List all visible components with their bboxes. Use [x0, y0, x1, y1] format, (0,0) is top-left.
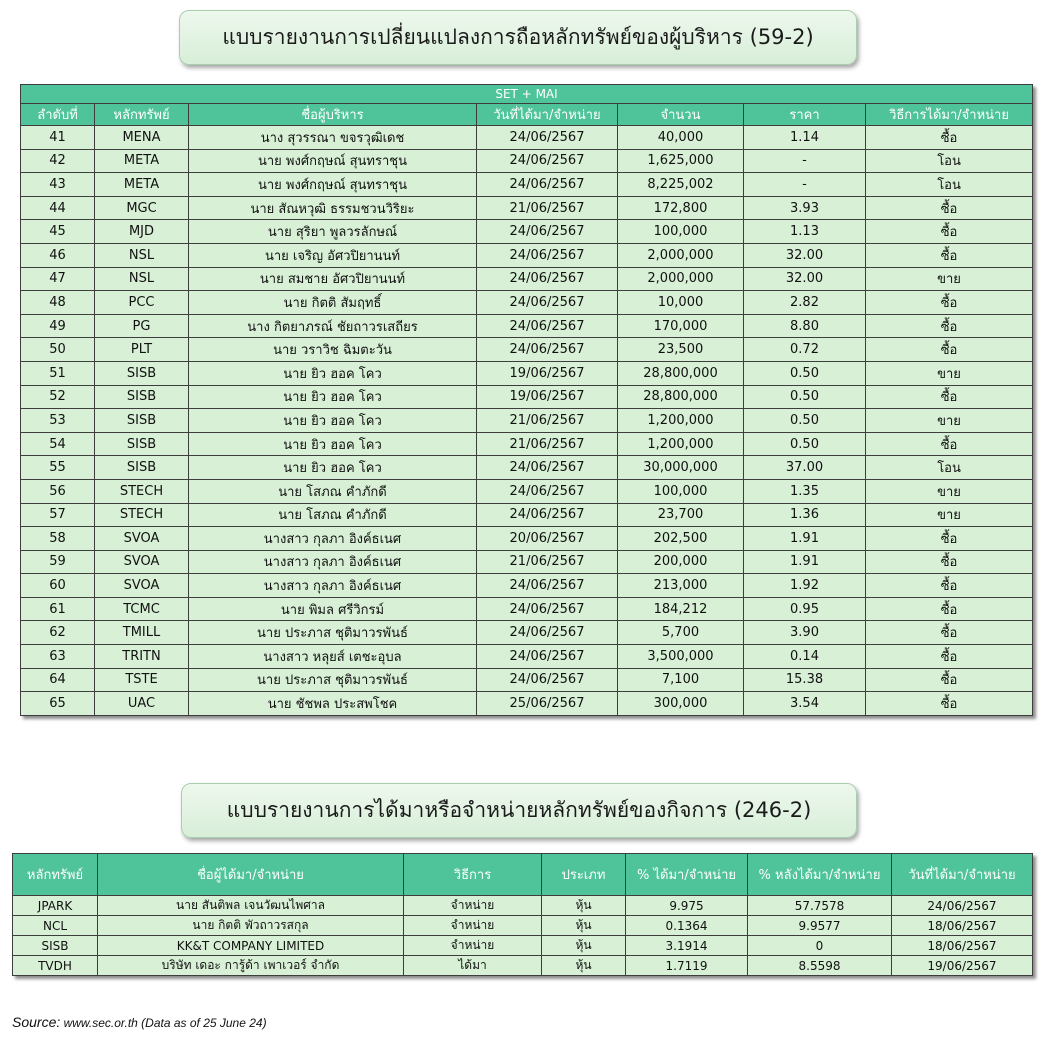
- table-cell: 0.50: [744, 432, 866, 456]
- table-cell: 1.91: [744, 550, 866, 574]
- table-cell: จำหน่าย: [404, 896, 542, 916]
- table-cell: นาย กิตติ สัมฤทธิ์: [189, 291, 477, 315]
- table-cell: 24/06/2567: [477, 126, 618, 150]
- table-cell: 20/06/2567: [477, 527, 618, 551]
- table-row: [13, 936, 1033, 956]
- table-cell: 300,000: [618, 692, 744, 716]
- table-row: [21, 621, 1033, 645]
- table-cell: นางสาว กุลภา อิงค์ธเนศ: [189, 527, 477, 551]
- table-row: [21, 173, 1033, 197]
- table-cell: 100,000: [618, 479, 744, 503]
- table-cell: 1,625,000: [618, 149, 744, 173]
- table-cell: ซื้อ: [866, 243, 1033, 267]
- column-header: % หลังได้มา/จำหน่าย: [748, 854, 892, 896]
- table-cell: PG: [95, 314, 189, 338]
- table-row: [21, 314, 1033, 338]
- column-header: วันที่ได้มา/จำหน่าย: [892, 854, 1033, 896]
- table-cell: 10,000: [618, 291, 744, 315]
- table-cell: หุ้น: [542, 956, 626, 976]
- table-cell: 1.13: [744, 220, 866, 244]
- table-cell: 32.00: [744, 267, 866, 291]
- table-row: [21, 692, 1033, 716]
- table-cell: 184,212: [618, 597, 744, 621]
- table-cell: SISB: [95, 456, 189, 480]
- table-cell: 24/06/2567: [477, 338, 618, 362]
- column-header-row: [13, 854, 1033, 896]
- source-note: [12, 1014, 267, 1030]
- table-cell: 24/06/2567: [477, 149, 618, 173]
- table-cell: 0.14: [744, 645, 866, 669]
- table-cell: ซื้อ: [866, 126, 1033, 150]
- table-cell: SISB: [95, 385, 189, 409]
- table-cell: 62: [21, 621, 95, 645]
- table-cell: นาย ประภาส ชุติมาวรพันธ์: [189, 668, 477, 692]
- table-cell: 24/06/2567: [477, 479, 618, 503]
- table-cell: 55: [21, 456, 95, 480]
- table-cell: TSTE: [95, 668, 189, 692]
- table-cell: SVOA: [95, 574, 189, 598]
- table-cell: 44: [21, 196, 95, 220]
- table-cell: ซื้อ: [866, 338, 1033, 362]
- table-cell: 24/06/2567: [477, 243, 618, 267]
- table-row: [13, 896, 1033, 916]
- table-cell: 24/06/2567: [477, 314, 618, 338]
- table-cell: SVOA: [95, 550, 189, 574]
- table-cell: ซื้อ: [866, 645, 1033, 669]
- table-cell: 46: [21, 243, 95, 267]
- table-cell: 24/06/2567: [477, 456, 618, 480]
- table-cell: 8,225,002: [618, 173, 744, 197]
- table-cell: บริษัท เดอะ การู้ด้า เพาเวอร์ จำกัด: [98, 956, 404, 976]
- report2-title-banner: [181, 783, 857, 838]
- column-header: % ได้มา/จำหน่าย: [626, 854, 748, 896]
- table-cell: 0.95: [744, 597, 866, 621]
- table-cell: 3.1914: [626, 936, 748, 956]
- table-cell: 24/06/2567: [477, 621, 618, 645]
- table-cell: SISB: [95, 432, 189, 456]
- table-row: [21, 291, 1033, 315]
- table-cell: นาย ยิว ฮอค โคว: [189, 432, 477, 456]
- table-cell: 56: [21, 479, 95, 503]
- table-row: [21, 361, 1033, 385]
- column-header-row: [21, 104, 1033, 126]
- table-cell: 45: [21, 220, 95, 244]
- table-row: [13, 956, 1033, 976]
- table-cell: TVDH: [13, 956, 98, 976]
- table-cell: นางสาว กุลภา อิงค์ธเนศ: [189, 550, 477, 574]
- table-cell: 23,700: [618, 503, 744, 527]
- table-cell: นาย ชัชพล ประสพโชค: [189, 692, 477, 716]
- table-cell: 37.00: [744, 456, 866, 480]
- table-cell: 21/06/2567: [477, 550, 618, 574]
- executive-holdings-table: [20, 84, 1033, 716]
- table-cell: NCL: [13, 916, 98, 936]
- table-cell: 100,000: [618, 220, 744, 244]
- table-cell: 21/06/2567: [477, 432, 618, 456]
- table-cell: 40,000: [618, 126, 744, 150]
- table-cell: 2,000,000: [618, 267, 744, 291]
- table-cell: 1,200,000: [618, 432, 744, 456]
- column-header: วิธีการได้มา/จำหน่าย: [866, 104, 1033, 126]
- table-row: [13, 916, 1033, 936]
- table-cell: 23,500: [618, 338, 744, 362]
- table-cell: 63: [21, 645, 95, 669]
- table-cell: ซื้อ: [866, 432, 1033, 456]
- table-cell: 19/06/2567: [892, 956, 1033, 976]
- table-cell: 1.36: [744, 503, 866, 527]
- table-row: [21, 668, 1033, 692]
- table-cell: นาง กิตยาภรณ์ ชัยถาวรเสถียร: [189, 314, 477, 338]
- table-cell: 54: [21, 432, 95, 456]
- company-acquisition-table: [12, 853, 1033, 976]
- table-cell: จำหน่าย: [404, 936, 542, 956]
- table-cell: 3,500,000: [618, 645, 744, 669]
- table-cell: โอน: [866, 173, 1033, 197]
- table-cell: 43: [21, 173, 95, 197]
- table-cell: SISB: [13, 936, 98, 956]
- table-cell: 57: [21, 503, 95, 527]
- table-cell: 64: [21, 668, 95, 692]
- table-cell: 7,100: [618, 668, 744, 692]
- table-row: [21, 479, 1033, 503]
- table-cell: นางสาว หลุยส์ เตชะอุบล: [189, 645, 477, 669]
- source-text: www.sec.or.th (Data as of 25 June 24): [60, 1016, 267, 1030]
- table-cell: STECH: [95, 479, 189, 503]
- table-cell: ซื้อ: [866, 550, 1033, 574]
- table-cell: ซื้อ: [866, 621, 1033, 645]
- table-row: [21, 550, 1033, 574]
- table-cell: 61: [21, 597, 95, 621]
- table-cell: นาย สันติพล เจนวัฒนไพศาล: [98, 896, 404, 916]
- table-cell: 0.50: [744, 409, 866, 433]
- table-cell: 0.72: [744, 338, 866, 362]
- table-cell: ซื้อ: [866, 385, 1033, 409]
- table-cell: 58: [21, 527, 95, 551]
- table-cell: 19/06/2567: [477, 361, 618, 385]
- table-cell: 53: [21, 409, 95, 433]
- table-cell: ขาย: [866, 361, 1033, 385]
- table-cell: 65: [21, 692, 95, 716]
- table-cell: 42: [21, 149, 95, 173]
- table-cell: 9.975: [626, 896, 748, 916]
- table-row: [21, 503, 1033, 527]
- table-cell: นาย ยิว ฮอค โคว: [189, 385, 477, 409]
- table-cell: 2.82: [744, 291, 866, 315]
- table-cell: 9.9577: [748, 916, 892, 936]
- table-cell: KK&T COMPANY LIMITED: [98, 936, 404, 956]
- table-cell: 60: [21, 574, 95, 598]
- table-row: [21, 196, 1033, 220]
- table-cell: นาย พิมล ศรีวิกรม์: [189, 597, 477, 621]
- table-cell: 18/06/2567: [892, 916, 1033, 936]
- table-cell: 30,000,000: [618, 456, 744, 480]
- table-cell: 19/06/2567: [477, 385, 618, 409]
- table-cell: หุ้น: [542, 936, 626, 956]
- table-cell: ซื้อ: [866, 196, 1033, 220]
- table-cell: SVOA: [95, 527, 189, 551]
- table-cell: -: [744, 149, 866, 173]
- table-cell: หุ้น: [542, 916, 626, 936]
- table-cell: TCMC: [95, 597, 189, 621]
- report1-title: แบบรายงานการเปลี่ยนแปลงการถือหลักทรัพย์ของผู้บริหาร (59-2): [222, 25, 814, 49]
- table-cell: 1.92: [744, 574, 866, 598]
- table-cell: UAC: [95, 692, 189, 716]
- table-cell: META: [95, 149, 189, 173]
- table-cell: NSL: [95, 243, 189, 267]
- table-cell: 170,000: [618, 314, 744, 338]
- table-cell: 202,500: [618, 527, 744, 551]
- table-cell: ซื้อ: [866, 692, 1033, 716]
- table-row: [21, 645, 1033, 669]
- table-cell: 3.90: [744, 621, 866, 645]
- group-header-row: [21, 85, 1033, 104]
- table-cell: 24/06/2567: [477, 173, 618, 197]
- column-header: วันที่ได้มา/จำหน่าย: [477, 104, 618, 126]
- table-cell: 24/06/2567: [477, 668, 618, 692]
- table-cell: ซื้อ: [866, 574, 1033, 598]
- table-cell: 24/06/2567: [477, 267, 618, 291]
- table-cell: โอน: [866, 149, 1033, 173]
- table-cell: 59: [21, 550, 95, 574]
- group-header: SET + MAI: [21, 85, 1033, 104]
- table-cell: โอน: [866, 456, 1033, 480]
- table-cell: นาย ประภาส ชุติมาวรพันธ์: [189, 621, 477, 645]
- column-header: จำนวน: [618, 104, 744, 126]
- table-cell: 41: [21, 126, 95, 150]
- table-cell: 1.91: [744, 527, 866, 551]
- table-cell: นาย โสภณ คำภักดี: [189, 479, 477, 503]
- table-cell: นาย โสภณ คำภักดี: [189, 503, 477, 527]
- table-cell: นาง สุวรรณา ขจรวุฒิเดช: [189, 126, 477, 150]
- table-cell: นาย ยิว ฮอค โคว: [189, 409, 477, 433]
- source-label: Source:: [12, 1014, 61, 1030]
- table-cell: 49: [21, 314, 95, 338]
- table-cell: 3.54: [744, 692, 866, 716]
- table-cell: 24/06/2567: [892, 896, 1033, 916]
- table-cell: ซื้อ: [866, 597, 1033, 621]
- column-header: ลำดับที่: [21, 104, 95, 126]
- table-cell: นาย เจริญ อัศวปิยานนท์: [189, 243, 477, 267]
- table-row: [21, 385, 1033, 409]
- table-cell: ซื้อ: [866, 291, 1033, 315]
- table-cell: นาย สุริยา พูลวรลักษณ์: [189, 220, 477, 244]
- table-cell: SISB: [95, 409, 189, 433]
- table-cell: 24/06/2567: [477, 291, 618, 315]
- table-cell: 0: [748, 936, 892, 956]
- table-cell: นางสาว กุลภา อิงค์ธเนศ: [189, 574, 477, 598]
- table-row: [21, 456, 1033, 480]
- table-cell: 18/06/2567: [892, 936, 1033, 956]
- column-header: วิธีการ: [404, 854, 542, 896]
- table-cell: 172,800: [618, 196, 744, 220]
- table-cell: TRITN: [95, 645, 189, 669]
- table-cell: 24/06/2567: [477, 574, 618, 598]
- column-header: ชื่อผู้บริหาร: [189, 104, 477, 126]
- table-cell: MENA: [95, 126, 189, 150]
- table-cell: PCC: [95, 291, 189, 315]
- table-cell: 50: [21, 338, 95, 362]
- table-row: [21, 220, 1033, 244]
- table-cell: 24/06/2567: [477, 503, 618, 527]
- table-cell: นาย พงศ์กฤษณ์ สุนทราชุน: [189, 149, 477, 173]
- table-cell: ได้มา: [404, 956, 542, 976]
- table-row: [21, 338, 1033, 362]
- table-cell: 1,200,000: [618, 409, 744, 433]
- table-cell: -: [744, 173, 866, 197]
- table-cell: นาย วราวิช ฉิมตะวัน: [189, 338, 477, 362]
- table-cell: ขาย: [866, 503, 1033, 527]
- table-cell: ซื้อ: [866, 220, 1033, 244]
- table-row: [21, 267, 1033, 291]
- table-cell: 0.50: [744, 361, 866, 385]
- table-cell: SISB: [95, 361, 189, 385]
- table-cell: 28,800,000: [618, 361, 744, 385]
- table-cell: 3.93: [744, 196, 866, 220]
- table-cell: นาย ยิว ฮอค โคว: [189, 456, 477, 480]
- table-cell: นาย ยิว ฮอค โคว: [189, 361, 477, 385]
- table-cell: 21/06/2567: [477, 196, 618, 220]
- table-cell: 1.14: [744, 126, 866, 150]
- table-cell: 24/06/2567: [477, 645, 618, 669]
- column-header: หลักทรัพย์: [13, 854, 98, 896]
- table-cell: นาย กิตติ พัวถาวรสกุล: [98, 916, 404, 936]
- table-cell: STECH: [95, 503, 189, 527]
- table-cell: 24/06/2567: [477, 220, 618, 244]
- table-cell: META: [95, 173, 189, 197]
- table-cell: 47: [21, 267, 95, 291]
- table-cell: 57.7578: [748, 896, 892, 916]
- report1-title-banner: [179, 10, 857, 65]
- table-row: [21, 597, 1033, 621]
- table-cell: ซื้อ: [866, 314, 1033, 338]
- table-row: [21, 527, 1033, 551]
- table-row: [21, 409, 1033, 433]
- table-cell: 15.38: [744, 668, 866, 692]
- table-row: [21, 149, 1033, 173]
- table-cell: ขาย: [866, 409, 1033, 433]
- table-cell: 8.5598: [748, 956, 892, 976]
- column-header: หลักทรัพย์: [95, 104, 189, 126]
- report2-title: แบบรายงานการได้มาหรือจำหน่ายหลักทรัพย์ของกิจการ (246-2): [226, 798, 812, 822]
- table-cell: MJD: [95, 220, 189, 244]
- table-row: [21, 574, 1033, 598]
- table-row: [21, 126, 1033, 150]
- table-cell: 200,000: [618, 550, 744, 574]
- table-cell: 24/06/2567: [477, 597, 618, 621]
- table-cell: นาย สมชาย อัศวปิยานนท์: [189, 267, 477, 291]
- table-cell: 5,700: [618, 621, 744, 645]
- table-cell: 51: [21, 361, 95, 385]
- table-cell: 28,800,000: [618, 385, 744, 409]
- table-cell: 32.00: [744, 243, 866, 267]
- table-row: [21, 432, 1033, 456]
- table-cell: จำหน่าย: [404, 916, 542, 936]
- table-cell: ซื้อ: [866, 668, 1033, 692]
- table-cell: 52: [21, 385, 95, 409]
- table-cell: PLT: [95, 338, 189, 362]
- table-cell: 1.7119: [626, 956, 748, 976]
- table-cell: หุ้น: [542, 896, 626, 916]
- table-cell: 0.50: [744, 385, 866, 409]
- table-cell: 2,000,000: [618, 243, 744, 267]
- column-header: ราคา: [744, 104, 866, 126]
- table-row: [21, 243, 1033, 267]
- table-cell: 0.1364: [626, 916, 748, 936]
- table-cell: 48: [21, 291, 95, 315]
- table-cell: 1.35: [744, 479, 866, 503]
- table-cell: 213,000: [618, 574, 744, 598]
- table-cell: ขาย: [866, 267, 1033, 291]
- table-cell: นาย สัณหวุฒิ ธรรมชวนวิริยะ: [189, 196, 477, 220]
- table-cell: ซื้อ: [866, 527, 1033, 551]
- table-cell: JPARK: [13, 896, 98, 916]
- column-header: ชื่อผู้ได้มา/จำหน่าย: [98, 854, 404, 896]
- table-cell: 25/06/2567: [477, 692, 618, 716]
- table-cell: ขาย: [866, 479, 1033, 503]
- table-cell: NSL: [95, 267, 189, 291]
- column-header: ประเภท: [542, 854, 626, 896]
- table-cell: TMILL: [95, 621, 189, 645]
- table-cell: MGC: [95, 196, 189, 220]
- table-cell: นาย พงศ์กฤษณ์ สุนทราชุน: [189, 173, 477, 197]
- table-cell: 21/06/2567: [477, 409, 618, 433]
- table-cell: 8.80: [744, 314, 866, 338]
